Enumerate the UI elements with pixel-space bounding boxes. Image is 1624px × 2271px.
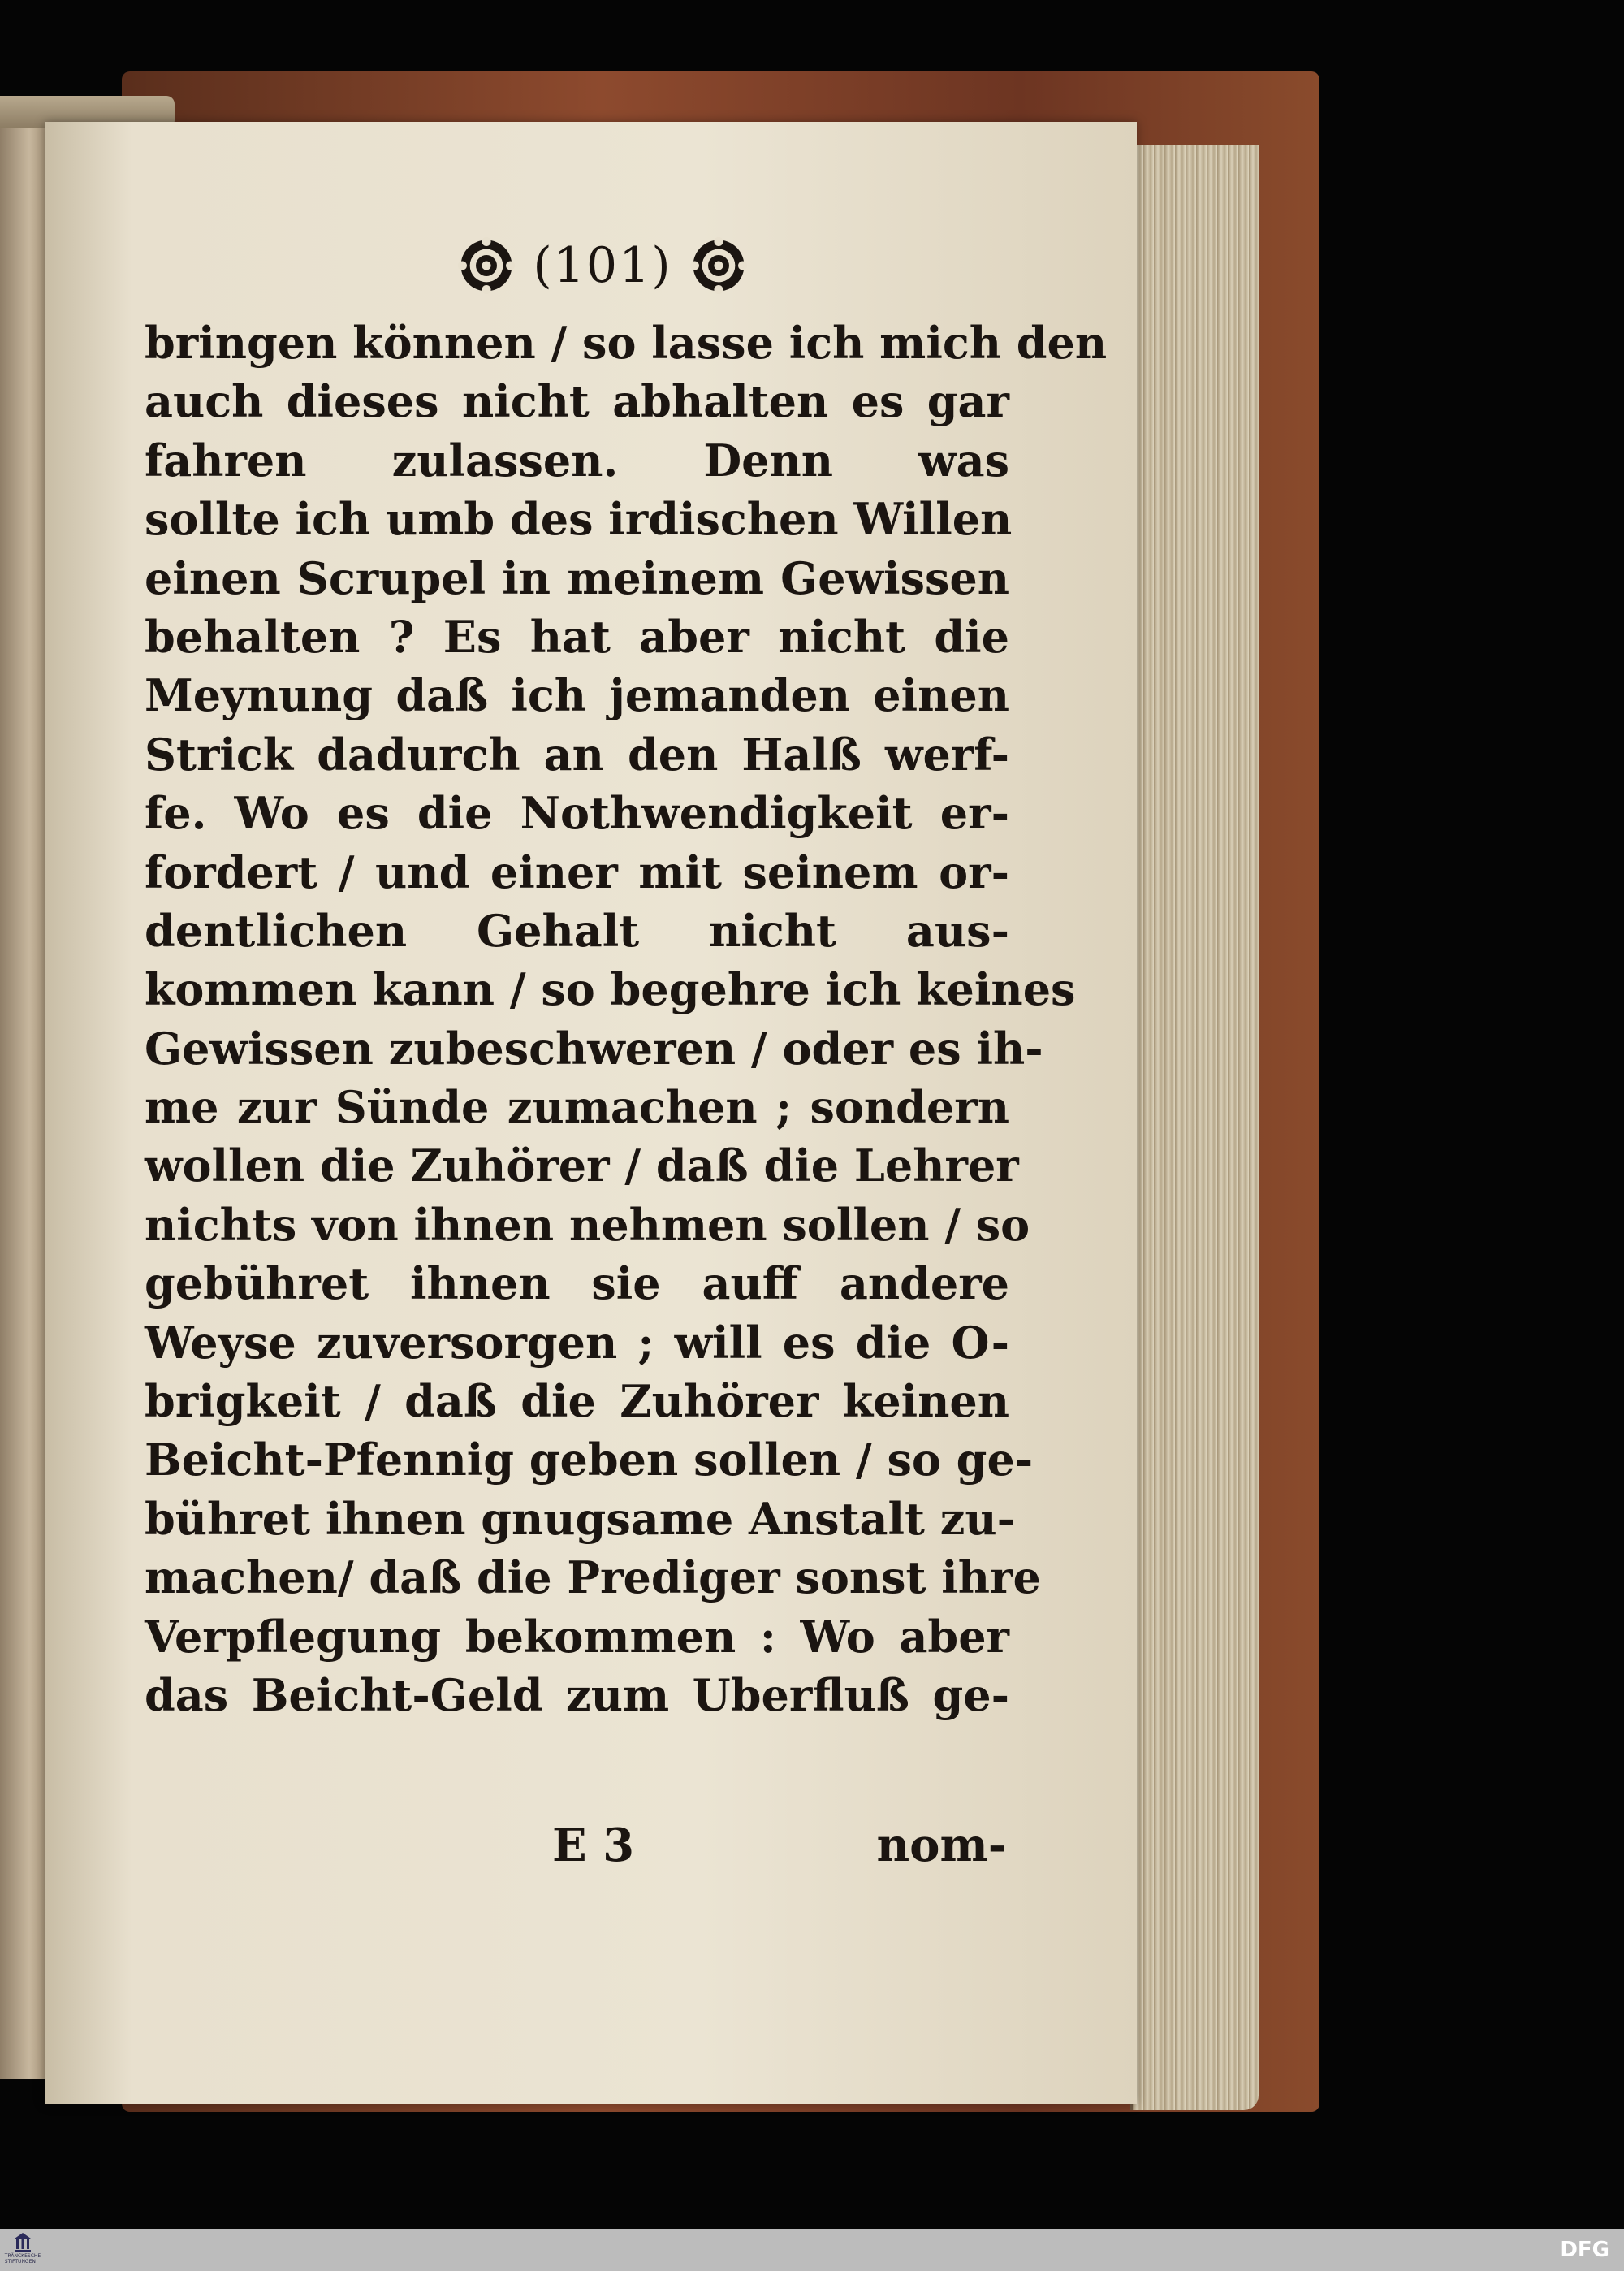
text-line: brigkeit / daß die Zuhörer keinen — [145, 1375, 1009, 1428]
rosette-ornament-icon — [456, 236, 516, 296]
text-line: fordert / und einer mit seinem or- — [145, 846, 1009, 898]
text-line: fe. Wo es die Nothwendigkeit er- — [145, 787, 1009, 840]
text-line: dentlichen Gehalt nicht aus- — [145, 904, 1009, 957]
library-logo-label: TRÄNCKESCHE STIFTUNGEN — [4, 2253, 41, 2265]
text-line: wollen die Zuhörer / daß die Lehrer — [145, 1140, 1019, 1192]
page-edges — [1130, 145, 1259, 2110]
footer-bar — [0, 2229, 1624, 2271]
text-line: Beicht-Pfennig geben sollen / so ge- — [145, 1434, 1034, 1486]
text-line: nichts von ihnen nehmen sollen / so — [145, 1198, 1030, 1251]
page-number: (101) — [533, 237, 672, 294]
signature-mark: E 3 — [552, 1819, 635, 1872]
building-icon — [14, 2232, 32, 2253]
body-text — [145, 314, 1108, 1724]
text-line: Meynung daß ich jemanden einen — [145, 669, 1009, 722]
library-logo — [6, 2232, 39, 2268]
text-line: Weyse zuversorgen ; will es die O- — [145, 1316, 1009, 1369]
text-line: fahren zulassen. Denn was — [145, 434, 1009, 487]
text-line: behalten ? Es hat aber nicht die — [145, 610, 1009, 663]
text-line: machen/ daß die Prediger sonst ihre — [145, 1551, 1041, 1604]
catchword: nom- — [876, 1819, 1007, 1872]
text-line: bringen können / so lasse ich mich den — [145, 317, 1108, 369]
text-line: auch dieses nicht abhalten es gar — [145, 375, 1009, 428]
text-line: das Beicht-Geld zum Uberfluß ge- — [145, 1668, 1009, 1721]
text-line: kommen kann / so begehre ich keines — [145, 963, 1076, 1016]
text-line: Gewissen zubeschweren / oder es ih- — [145, 1022, 1043, 1075]
rosette-ornament-icon — [689, 236, 749, 296]
text-line: einen Scrupel in meinem Gewissen — [145, 552, 1009, 604]
text-line: Strick dadurch an den Halß werf- — [145, 728, 1009, 781]
text-line: me zur Sünde zumachen ; sondern — [145, 1081, 1009, 1134]
book-spine — [0, 106, 49, 2079]
text-line: sollte ich umb des irdischen Willen — [145, 493, 1013, 546]
text-line: gebühret ihnen sie auff andere — [145, 1257, 1009, 1310]
page-header — [432, 229, 773, 302]
text-line: Verpflegung bekommen : Wo aber — [145, 1610, 1009, 1663]
dfg-logo: DFG — [1560, 2238, 1609, 2262]
text-line: bühret ihnen gnugsame Anstalt zu- — [145, 1492, 1016, 1545]
